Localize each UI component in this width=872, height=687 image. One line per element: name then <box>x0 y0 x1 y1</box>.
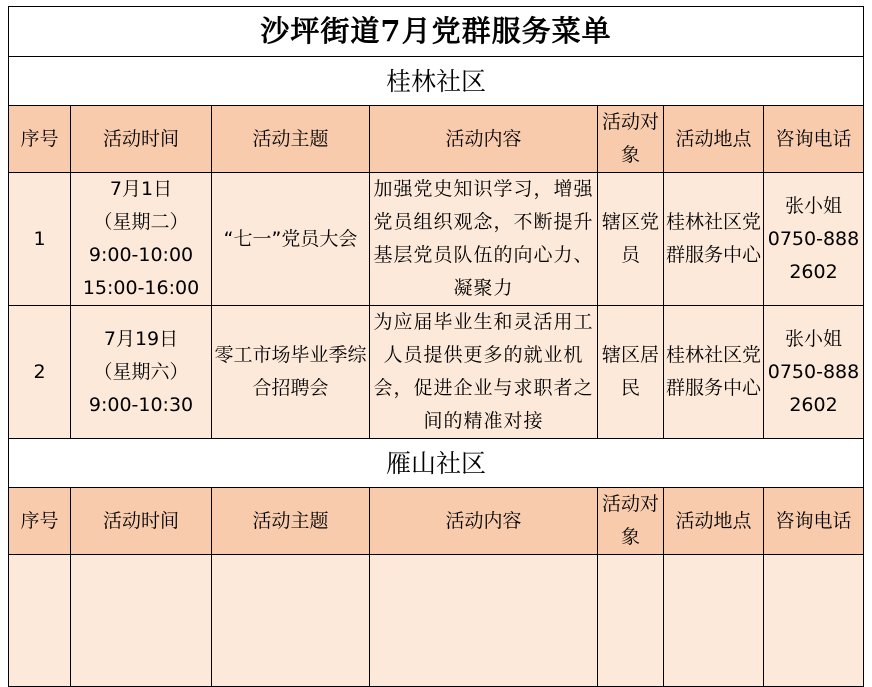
table-row <box>9 173 864 306</box>
community-name: 桂林社区 <box>9 57 864 106</box>
cell-time <box>71 306 212 439</box>
time-line: 7月1日 <box>109 178 173 200</box>
header-time: 活动时间 <box>71 106 212 173</box>
time-line: 15:00-16:00 <box>82 277 200 299</box>
header-location: 活动地点 <box>664 106 764 173</box>
header-content: 活动内容 <box>370 106 598 173</box>
header-phone: 咨询电话 <box>764 106 864 173</box>
phone-line: 2602 <box>789 260 838 283</box>
phone-line: 0750-888 <box>767 360 860 383</box>
header-no: 序号 <box>9 488 71 555</box>
cell-location: 桂林社区党群服务中心 <box>664 173 764 306</box>
phone-line: 张小姐 <box>784 327 842 350</box>
cell-theme: “七一”党员大会 <box>212 173 370 306</box>
cell-phone <box>764 306 864 439</box>
community-name: 雁山社区 <box>9 439 864 488</box>
header-phone: 咨询电话 <box>764 488 864 555</box>
time-line: 9:00-10:00 <box>88 244 194 266</box>
table-header-row <box>9 488 864 555</box>
cell-content: 为应届毕业生和灵活用工人员提供更多的就业机会，促进企业与求职者之间的精准对接 <box>370 306 598 439</box>
cell-no: 1 <box>9 173 71 306</box>
cell-content: 加强党史知识学习，增强党员组织观念，不断提升基层党员队伍的向心力、凝聚力 <box>370 173 598 306</box>
table-row <box>9 306 864 439</box>
header-no: 序号 <box>9 106 71 173</box>
cell-target: 辖区党员 <box>598 173 664 306</box>
table-header-row <box>9 106 864 173</box>
time-line: （星期二） <box>93 211 189 233</box>
cell-phone <box>764 173 864 306</box>
page-title: 沙坪街道7月党群服务菜单 <box>9 7 864 57</box>
header-time: 活动时间 <box>71 488 212 555</box>
service-menu-table <box>8 6 864 687</box>
header-location: 活动地点 <box>664 488 764 555</box>
time-line: （星期六） <box>93 360 189 383</box>
cell-no: 2 <box>9 306 71 439</box>
header-content: 活动内容 <box>370 488 598 555</box>
header-target: 活动对象 <box>598 106 664 173</box>
time-line: 7月19日 <box>103 327 179 350</box>
phone-line: 2602 <box>789 393 838 416</box>
phone-line: 张小姐 <box>784 194 842 217</box>
header-theme: 活动主题 <box>212 106 370 173</box>
cell-target: 辖区居民 <box>598 306 664 439</box>
phone-line: 0750-888 <box>767 227 860 250</box>
header-target: 活动对象 <box>598 488 664 555</box>
table-row-partial <box>9 555 864 687</box>
cell-location: 桂林社区党群服务中心 <box>664 306 764 439</box>
cell-time <box>71 173 212 306</box>
cell-theme: 零工市场毕业季综合招聘会 <box>212 306 370 439</box>
time-line: 9:00-10:30 <box>88 393 194 416</box>
header-theme: 活动主题 <box>212 488 370 555</box>
